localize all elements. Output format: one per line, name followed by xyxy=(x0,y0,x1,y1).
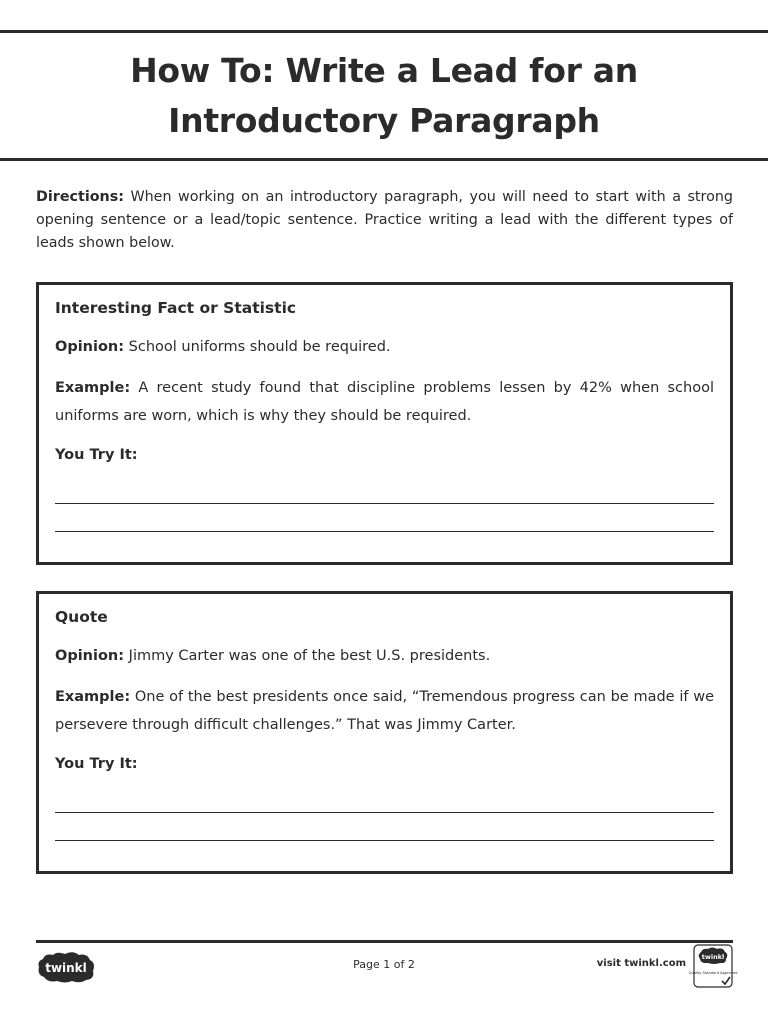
answer-line[interactable] xyxy=(55,531,714,532)
lead-card-fact xyxy=(36,282,733,565)
opinion-label: Opinion: xyxy=(55,648,125,664)
opinion-line xyxy=(55,339,391,355)
opinion-line xyxy=(55,648,490,664)
answer-line[interactable] xyxy=(55,503,714,504)
page-number: Page 1 of 2 xyxy=(353,958,415,971)
page-title-line-2: Introductory Paragraph xyxy=(168,100,600,140)
example-label: Example: xyxy=(55,689,131,705)
opinion-label: Opinion: xyxy=(55,339,125,355)
badge-wordmark: twinkl xyxy=(701,953,725,961)
example-text: A recent study found that discipline problems lessen by 42% when school uniforms are worn, which is why they should be required. xyxy=(55,380,714,424)
quality-badge xyxy=(688,944,738,988)
logo-wordmark: twinkl xyxy=(45,961,87,975)
card-title: Quote xyxy=(55,608,108,626)
footer-rule xyxy=(36,940,733,943)
title-band xyxy=(0,30,768,161)
badge-caption: Quality Standard Approved xyxy=(688,971,738,975)
answer-line[interactable] xyxy=(55,812,714,813)
example-text: One of the best presidents once said, “Tremendous progress can be made if we persevere through difficult challenges.” That was Jimmy Carter. xyxy=(55,689,714,733)
example-paragraph xyxy=(55,683,714,739)
you-try-it-label: You Try It: xyxy=(55,756,138,772)
card-title: Interesting Fact or Statistic xyxy=(55,299,297,317)
you-try-it-label: You Try It: xyxy=(55,447,138,463)
example-paragraph xyxy=(55,374,714,430)
opinion-text: School uniforms should be required. xyxy=(124,339,391,355)
visit-twinkl-link[interactable]: visit twinkl.com xyxy=(596,958,686,969)
directions-paragraph xyxy=(36,186,733,255)
directions-label: Directions: xyxy=(36,189,124,205)
opinion-text: Jimmy Carter was one of the best U.S. presidents. xyxy=(124,648,491,664)
example-label: Example: xyxy=(55,380,131,396)
directions-text: When working on an introductory paragraph, you will need to start with a strong opening sentence or a lead/topic sentence. Practice writing a lead with the different types of leads shown below. xyxy=(36,189,733,251)
answer-line[interactable] xyxy=(55,840,714,841)
page-title-line-1: How To: Write a Lead for an xyxy=(130,50,638,90)
lead-card-quote xyxy=(36,591,733,874)
